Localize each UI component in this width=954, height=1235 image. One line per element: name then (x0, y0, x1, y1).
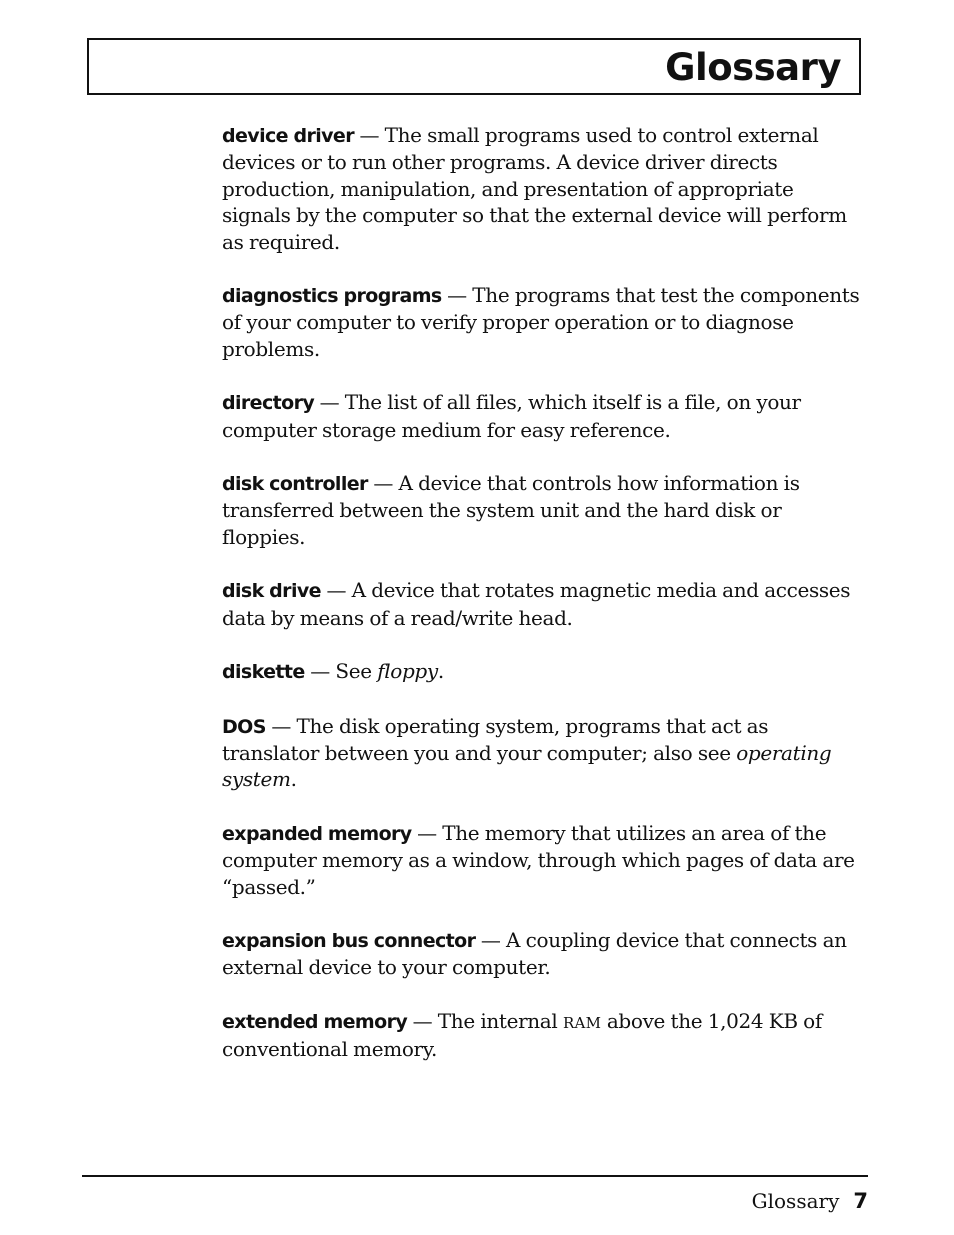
glossary-entry-disk-controller (222, 470, 867, 550)
cross-reference: floppy (377, 659, 438, 684)
footer-rule (82, 1175, 868, 1177)
glossary-entry-dos (222, 713, 867, 793)
glossary-definition: — A device that controls how information is transferred between the system unit and the hard disk or floppies. (222, 471, 800, 549)
glossary-entry-expanded-memory (222, 820, 867, 900)
glossary-definition-end: . (437, 659, 444, 684)
glossary-entry-extended-memory (222, 1008, 867, 1063)
glossary-definition: — The programs that test the components of your computer to verify proper operation or to diagnose problems. (222, 283, 860, 361)
glossary-entry-expansion-bus-connector (222, 927, 867, 981)
page-title: Glossary (665, 46, 841, 89)
glossary-term: directory (222, 392, 315, 415)
glossary-definition: — See (304, 659, 378, 684)
glossary-term: disk drive (222, 580, 321, 603)
glossary-definition: — The small programs used to control external devices or to run other programs. A device driver directs production, manipulation, and presentation of appropriate signals by the computer so that the external device will perform as required. (222, 123, 847, 254)
glossary-term: expansion bus connector (222, 929, 476, 952)
glossary-entry-disk-drive (222, 577, 867, 631)
glossary-definition-end: . (290, 767, 297, 792)
glossary-entry-device-driver (222, 122, 867, 255)
glossary-definition: — The list of all files, which itself is a file, on your computer storage medium for easy reference. (222, 390, 801, 442)
glossary-definition: — The internal (407, 1008, 563, 1033)
abbreviation: RAM (562, 1013, 602, 1032)
cross-reference: operating system (222, 740, 832, 792)
glossary-term: diskette (222, 661, 305, 684)
footer-section-label: Glossary (751, 1189, 840, 1213)
glossary-term: DOS (222, 715, 266, 738)
page-number: 7 (853, 1189, 868, 1213)
glossary-term: expanded memory (222, 822, 412, 845)
glossary-definition: — A coupling device that connects an external device to your computer. (222, 927, 847, 980)
glossary-entries (222, 122, 867, 1090)
header-box (87, 38, 861, 95)
glossary-term: extended memory (222, 1010, 408, 1033)
glossary-term: disk controller (222, 473, 368, 496)
glossary-entry-diskette (222, 658, 867, 685)
page-footer (752, 1188, 868, 1214)
glossary-entry-directory (222, 389, 867, 443)
glossary-definition: — The disk operating system, programs that act as translator between you and your computer; also see (222, 713, 769, 765)
glossary-definition: — The memory that utilizes an area of the computer memory as a window, through which pages of data are “passed.” (222, 820, 855, 899)
glossary-entry-diagnostics-programs (222, 282, 867, 362)
glossary-definition-end: above the 1,024 KB of conventional memory. (222, 1008, 822, 1062)
glossary-term: diagnostics programs (222, 285, 442, 308)
glossary-term: device driver (222, 125, 354, 147)
glossary-definition: — A device that rotates magnetic media and accesses data by means of a read/write head. (222, 578, 851, 630)
